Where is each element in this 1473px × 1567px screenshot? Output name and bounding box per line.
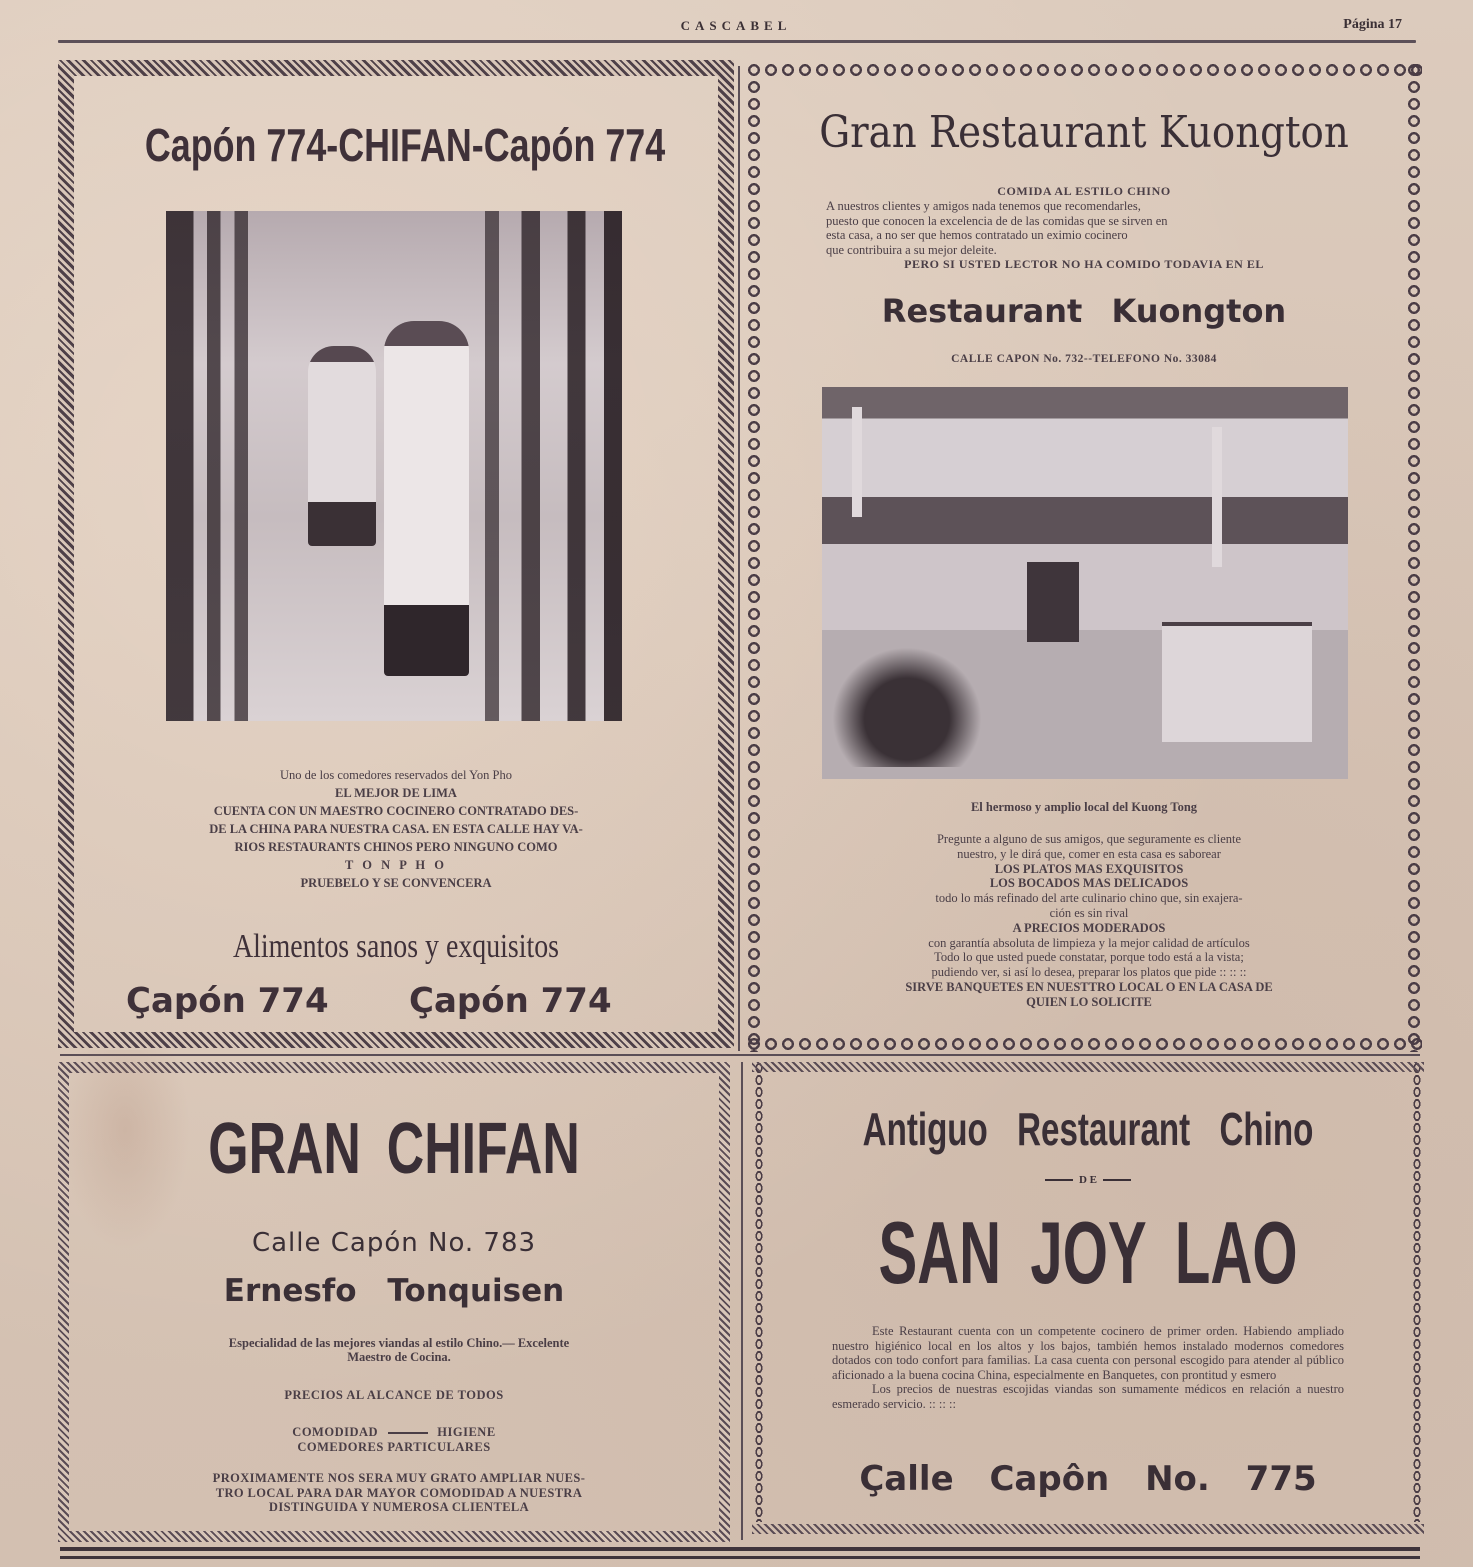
ad-title: SAN JOY LAO bbox=[878, 1203, 1298, 1302]
photo-caption bbox=[144, 766, 648, 892]
hygiene-label: HIGIENE bbox=[437, 1425, 496, 1439]
body-line: con garantía absoluta de limpieza y la mejor calidad de artículos bbox=[928, 935, 1250, 950]
row-divider bbox=[60, 1054, 1420, 1056]
photo-tables bbox=[832, 647, 982, 767]
intro-line: puesto que conocen la excelencia de de las comidas que se sirven en bbox=[826, 213, 1168, 228]
intro-line: esta casa, a no ser que hemos contratado un eximio cocinero bbox=[826, 228, 1128, 242]
body-line-bold: LOS BOCADOS MAS DELICADOS bbox=[989, 876, 1189, 891]
ad-gran-chifan bbox=[58, 1062, 730, 1542]
body-text bbox=[831, 832, 1347, 1010]
column-divider bbox=[738, 66, 740, 1051]
body-line-bold: QUIEN LO SOLICITE bbox=[1026, 994, 1152, 1009]
caption-line: Uno de los comedores reservados del Yon Pho bbox=[280, 768, 512, 782]
photo-doorway bbox=[1027, 562, 1079, 642]
ad-subtitle: Antiguo Restaurant Chino bbox=[862, 1103, 1314, 1155]
page-number: Página 17 bbox=[1343, 17, 1402, 32]
photo-restaurant-interior bbox=[822, 387, 1348, 779]
owner-name: Ernesfo Tonquisen bbox=[223, 1273, 565, 1309]
body-line-bold: SIRVE BANQUETES EN NUESTTRO LOCAL O EN LA CASA DE bbox=[905, 979, 1273, 994]
ad-title: Capón 774-CHIFAN-Capón 774 bbox=[144, 119, 666, 171]
ad-slogan: Alimentos sanos y exquisitos bbox=[232, 928, 560, 965]
dash-divider bbox=[388, 1432, 428, 1434]
bottom-rule bbox=[60, 1556, 1420, 1559]
photo-figure bbox=[384, 321, 469, 676]
intro-line: que contribuira a su mejor deleite. bbox=[826, 242, 997, 257]
description-line: Especialidad de las mejores viandas al estilo Chino.— Excelente bbox=[228, 1336, 570, 1350]
ad-title: GRAN CHIFAN bbox=[208, 1109, 580, 1189]
ad-title: Gran Restaurant Kuongton bbox=[819, 107, 1349, 158]
restaurant-address: CALLE CAPON No. 732--TELEFONO No. 33084 bbox=[951, 353, 1217, 365]
caption-line: T O N P H O bbox=[345, 858, 447, 872]
caption-line: PRUEBELO Y SE CONVENCERA bbox=[300, 876, 492, 890]
description bbox=[832, 1324, 1344, 1411]
page-header bbox=[56, 12, 1416, 44]
caption-line: DE LA CHINA PARA NUESTRA CASA. EN ESTA CALLE HAY VA- bbox=[209, 822, 583, 836]
address-left: Çapón 774 bbox=[126, 981, 329, 1021]
de-separator: D E bbox=[752, 1174, 1424, 1186]
comfort-label: COMODIDAD bbox=[292, 1425, 379, 1439]
header-rule bbox=[58, 40, 1416, 43]
comfort-block bbox=[69, 1425, 719, 1455]
intro-line: A nuestros clientes y amigos nada tenemos que recomendarles, bbox=[826, 199, 1141, 213]
description-line: Maestro de Cocina. bbox=[347, 1350, 451, 1364]
ad-san-joy-lao bbox=[752, 1062, 1424, 1542]
caption-line: EL MEJOR DE LIMA bbox=[335, 786, 457, 800]
intro-bold-line: PERO SI USTED LECTOR NO HA COMIDO TODAVIA EN EL bbox=[904, 257, 1264, 271]
street-address: Çalle Capôn No. 775 bbox=[859, 1459, 1317, 1499]
caption-line: RIOS RESTAURANTS CHINOS PERO NINGUNO COMO bbox=[234, 840, 558, 854]
dining-label: COMEDORES PARTICULARES bbox=[297, 1440, 491, 1454]
address-right: Çapón 774 bbox=[409, 981, 612, 1021]
photo-caption: El hermoso y amplio local del Kuong Tong bbox=[970, 800, 1198, 814]
intro-block bbox=[826, 184, 1342, 272]
description-paragraph: Este Restaurant cuenta con un competente cocinero de primer orden. Habiendo ampliado nuestro higiénico local en los altos y los bajos, también hemos instalado modernos comedores dotados con todo confort para familias. La casa cuenta con personal escogido para atender al público aficionado a la buena cocina China, especialmente en Banquetes, con prontitud y esmero bbox=[832, 1324, 1344, 1382]
bottom-rule bbox=[60, 1547, 1420, 1551]
restaurant-name: Restaurant Kuongton bbox=[881, 292, 1287, 330]
ad-chifan-capon-774 bbox=[58, 60, 734, 1048]
caption-line: CUENTA CON UN MAESTRO COCINERO CONTRATADO DES- bbox=[213, 804, 579, 818]
body-line: pudiendo ver, si así lo desea, preparar los platos que pide :: :: :: bbox=[931, 965, 1247, 980]
body-line-bold: A PRECIOS MODERADOS bbox=[1012, 920, 1166, 935]
newspaper-name: CASCABEL bbox=[680, 18, 792, 33]
notice-line: DISTINGUIDA Y NUMEROSA CLIENTELA bbox=[268, 1500, 530, 1514]
body-line: ción es sin rival bbox=[1049, 905, 1129, 920]
body-line: Todo lo que usted puede constatar, porque todo está a la vista; bbox=[934, 950, 1244, 965]
street-address: Calle Capón No. 783 bbox=[251, 1228, 537, 1258]
body-line: todo lo más refinado del arte culinario chino que, sin exajera- bbox=[935, 891, 1243, 906]
description-paragraph: Los precios de nuestras escojidas viandas son sumamente médicos en relación a nuestro esmerado servicio. :: :: :: bbox=[832, 1382, 1344, 1411]
intro-heading: COMIDA AL ESTILO CHINO bbox=[997, 184, 1171, 198]
column-divider bbox=[741, 1062, 743, 1540]
photo-figure bbox=[308, 346, 376, 546]
body-line: Pregunte a alguno de sus amigos, que seguramente es cliente bbox=[936, 832, 1242, 846]
ad-gran-restaurant-kuongton bbox=[746, 62, 1422, 1052]
photo-dining-corridor bbox=[166, 211, 622, 721]
photo-counter bbox=[1162, 622, 1312, 742]
body-line-bold: LOS PLATOS MAS EXQUISITOS bbox=[994, 861, 1184, 876]
notice bbox=[139, 1471, 659, 1515]
prices-line: PRECIOS AL ALCANCE DE TODOS bbox=[284, 1388, 504, 1402]
notice-line: PROXIMAMENTE NOS SERA MUY GRATO AMPLIAR NUES- bbox=[212, 1471, 586, 1485]
description bbox=[139, 1336, 659, 1364]
body-line: nuestro, y le dirá que, comer en esta casa es saborear bbox=[957, 846, 1221, 861]
notice-line: TRO LOCAL PARA DAR MAYOR COMODIDAD A NUESTRA bbox=[215, 1485, 583, 1500]
